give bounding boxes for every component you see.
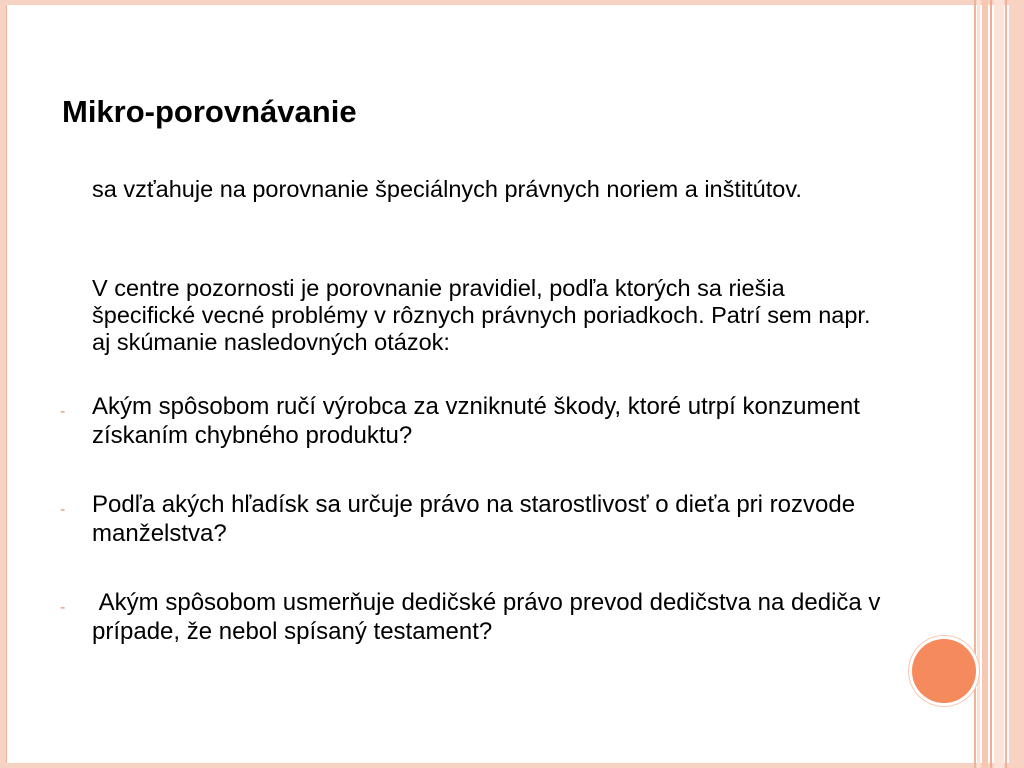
frame-left-border	[0, 0, 7, 768]
paragraph-focus: V centre pozornosti je porovnanie pravidiel, podľa ktorých sa riešia špecifické vecné problémy v rôznych právnych poriadkoch. Patrí sem napr. aj skúmanie nasledovných otázok:	[92, 275, 871, 355]
stripe	[1005, 0, 1007, 768]
stripe	[974, 0, 976, 768]
slide-title: Mikro-porovnávanie	[62, 94, 357, 129]
frame-bottom-border	[0, 763, 1024, 768]
paragraph-definition: sa vzťahuje na porovnanie špeciálnych právnych noriem a inštitútov.	[92, 176, 802, 202]
stripe	[1009, 0, 1024, 768]
stripe	[990, 0, 992, 768]
decorative-circle-icon	[912, 639, 976, 703]
bullet-marker: -	[60, 501, 66, 518]
stripe	[994, 0, 1004, 768]
bullet-marker: -	[60, 403, 66, 420]
bullet-item-custody: Podľa akých hľadísk sa určuje právo na starostlivosť o dieťa pri rozvode manželstva?	[92, 491, 856, 547]
frame-top-border	[0, 0, 1024, 5]
bullet-marker: -	[60, 599, 66, 616]
decorative-stripes	[974, 0, 1024, 768]
stripe	[982, 0, 988, 768]
stripe	[977, 0, 980, 768]
bullet-item-inheritance: Akým spôsobom usmerňuje dedičské právo prevod dedičstva na dediča v prípade, že nebol spísaný testament?	[92, 589, 888, 645]
bullet-item-liability: Akým spôsobom ručí výrobca za vzniknuté škody, ktoré utrpí konzument získaním chybného produktu?	[92, 393, 860, 449]
